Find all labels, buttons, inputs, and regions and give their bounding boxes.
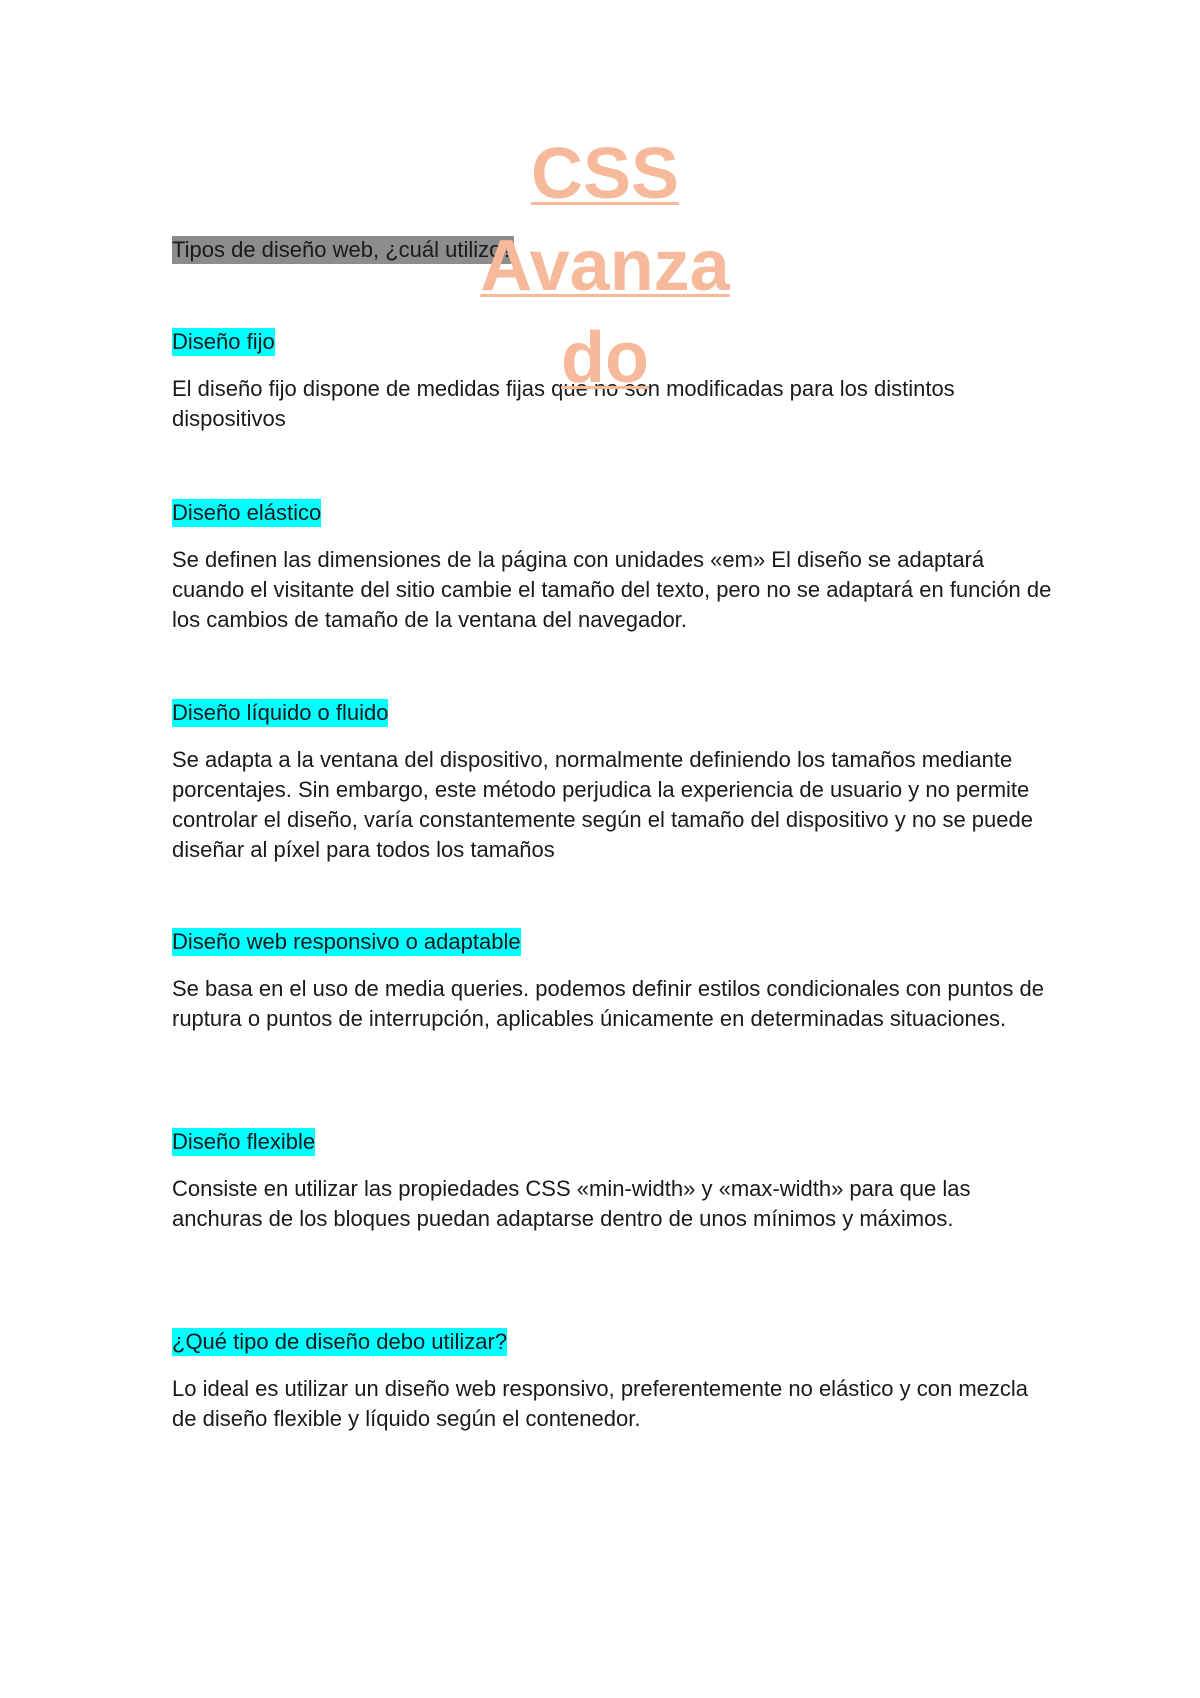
section-elastic-design [172,499,1052,699]
document-title [470,128,740,404]
section-heading: Diseño líquido o fluido [172,700,389,725]
section-body: Se adapta a la ventana del dispositivo, normalmente definiendo los tamaños mediante porcentajes. Sin embargo, este método perjudica la experiencia de usuario y no permite controlar el diseño, varía constantemente según el tamaño del dispositivo y no se puede diseñar al píxel para todos los tamaños [172,747,1033,862]
section-body: Se basa en el uso de media queries. podemos definir estilos condicionales con puntos de ruptura o puntos de interrupción, aplicables únicamente en determinadas situaciones. [172,976,1044,1031]
title-line-3: do [561,318,649,398]
section-body: Consiste en utilizar las propiedades CSS «min-width» y «max-width» para que las anchuras de los bloques puedan adaptarse dentro de unos mínimos y máximos. [172,1176,971,1231]
sections-list [172,328,1052,1434]
section-heading: Diseño elástico [172,500,322,525]
section-heading: Diseño flexible [172,1129,316,1154]
section-heading: Diseño fijo [172,329,275,354]
title-line-1: CSS [530,134,680,214]
section-responsive-design [172,928,1052,1128]
section-heading: ¿Qué tipo de diseño debo utilizar? [172,1329,508,1354]
section-heading: Diseño web responsivo o adaptable [172,929,521,954]
section-body: Lo ideal es utilizar un diseño web responsivo, preferentemente no elástico y con mezcla de diseño flexible y líquido según el contenedor. [172,1376,1029,1431]
intro-heading: Tipos de diseño web, ¿cuál utilizo? [172,237,514,262]
section-flexible-design [172,1128,1052,1328]
section-liquid-design [172,699,1052,928]
section-body: Se definen las dimensiones de la página con unidades «em» El diseño se adaptará cuando el visitante del sitio cambie el tamaño del texto, pero no se adaptará en función de los cambios de tamaño de la ventana del navegador. [172,547,1052,632]
section-which-design [172,1328,1052,1434]
section-body: El diseño fijo dispone de medidas fijas que no son modificadas para los distintos dispositivos [172,376,955,431]
title-line-2: Avanza [480,226,730,306]
